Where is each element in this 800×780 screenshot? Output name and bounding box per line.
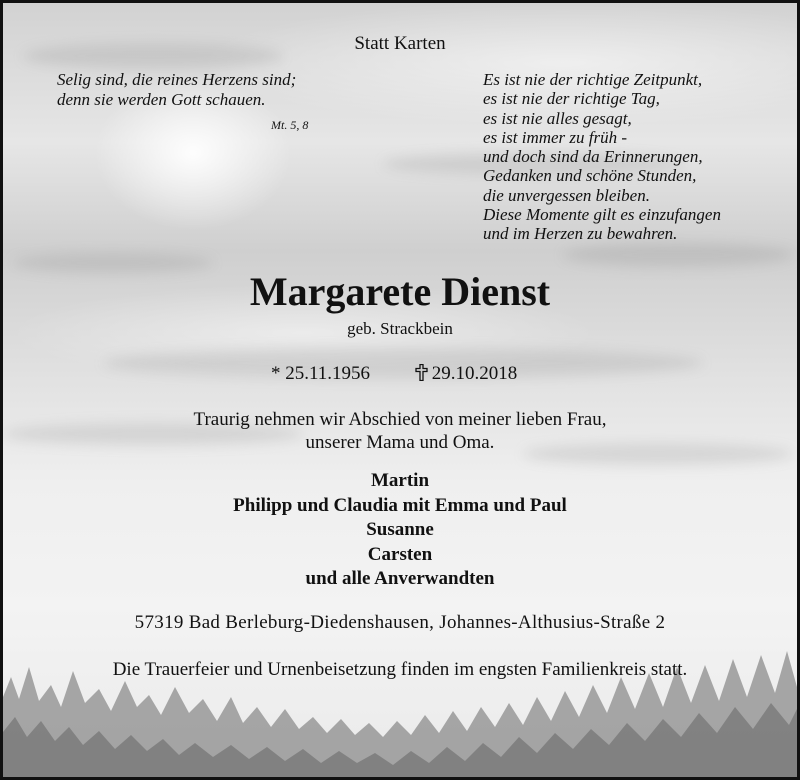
poem-line: und im Herzen zu bewahren.	[483, 224, 678, 244]
death-date: 29.10.2018	[431, 363, 518, 384]
bible-quote	[57, 70, 296, 110]
ceremony-note: Die Trauerfeier und Urnenbeisetzung finden im engsten Familienkreis statt.	[112, 659, 688, 680]
address: 57319 Bad Berleburg-Diedenshausen, Johannes-Althusius-Straße 2	[134, 612, 666, 633]
quote-line: denn sie werden Gott schauen.	[57, 90, 266, 109]
life-dates	[271, 363, 517, 385]
cloud-shape	[563, 243, 793, 267]
poem-line: es ist immer zu früh -	[483, 127, 628, 147]
farewell-message	[3, 408, 797, 454]
maiden-name: geb. Strackbein	[347, 319, 453, 338]
family-name: und alle Anverwandten	[305, 568, 495, 589]
poem-line: Gedanken und schöne Stunden,	[483, 166, 697, 186]
header-title: Statt Karten	[354, 33, 446, 54]
family-name: Martin	[370, 470, 430, 491]
birth-date: * 25.11.1956	[271, 363, 371, 384]
family-name: Philipp und Claudia mit Emma und Paul	[233, 494, 567, 516]
family-name: Susanne	[366, 519, 434, 540]
deceased-name: Margarete Dienst	[249, 269, 551, 314]
family-names	[3, 469, 797, 592]
poem	[483, 70, 721, 244]
death-date-group	[415, 363, 518, 385]
family-name: Carsten	[367, 543, 433, 565]
message-line: Traurig nehmen wir Abschied von meiner lieben Frau,	[193, 409, 607, 430]
message-line: unserer Mama und Oma.	[305, 432, 495, 453]
poem-line: es ist nie der richtige Tag,	[483, 89, 660, 109]
quote-line: Selig sind, die reines Herzens sind;	[57, 70, 297, 89]
trees-silhouette-icon	[3, 637, 797, 777]
poem-line: die unvergessen bleiben.	[483, 185, 650, 205]
cross-icon	[415, 364, 428, 381]
poem-line: Diese Momente gilt es einzufangen	[483, 205, 721, 225]
poem-line: und doch sind da Erinnerungen,	[483, 147, 703, 167]
quote-reference: Mt. 5, 8	[271, 118, 309, 132]
poem-line: es ist nie alles gesagt,	[483, 108, 632, 128]
poem-line: Es ist nie der richtige Zeitpunkt,	[483, 70, 703, 89]
